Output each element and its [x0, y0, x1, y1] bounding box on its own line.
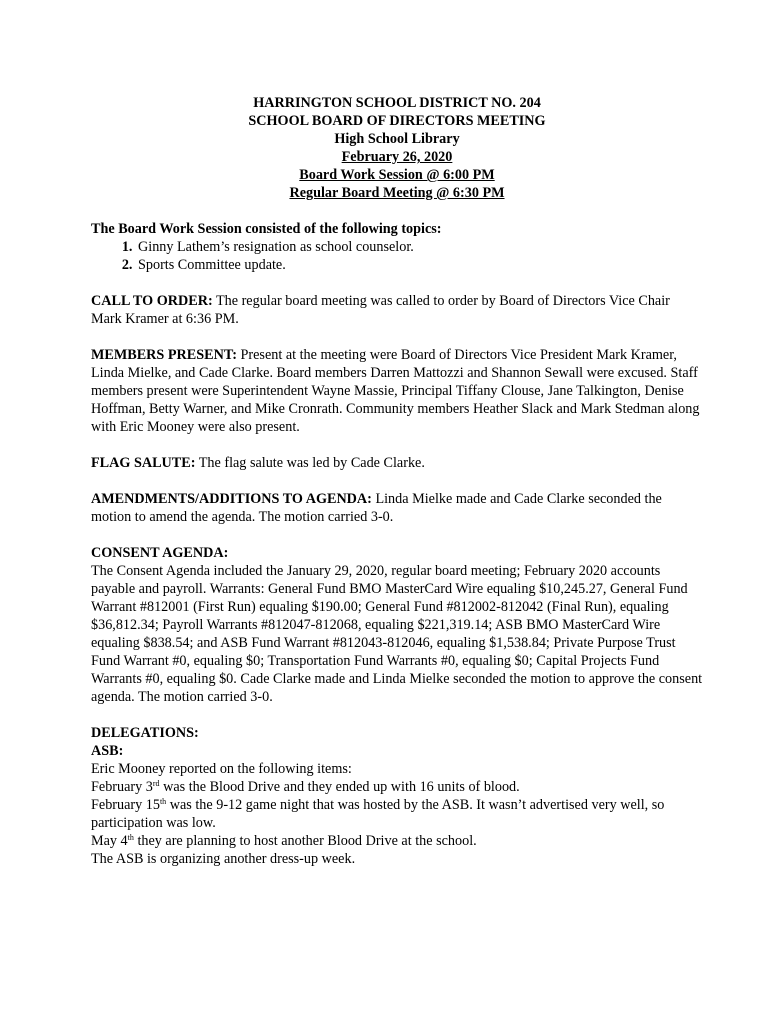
regular-meeting-time: Regular Board Meeting @ 6:30 PM: [289, 185, 505, 201]
document-header: [91, 94, 703, 202]
delegation-item: February 3rd was the Blood Drive and they ended up with 16 units of blood.: [91, 779, 520, 795]
meeting-title: SCHOOL BOARD OF DIRECTORS MEETING: [248, 113, 546, 129]
amendments-label: AMENDMENTS/ADDITIONS TO AGENDA:: [91, 491, 372, 507]
asb-label: ASB:: [91, 743, 124, 759]
members-present-label: MEMBERS PRESENT:: [91, 347, 237, 363]
flag-salute-label: FLAG SALUTE:: [91, 455, 196, 471]
flag-salute-section: [91, 454, 703, 472]
list-item: 2. Sports Committee update.: [136, 256, 703, 274]
amendments-section: [91, 490, 703, 526]
work-session-time: Board Work Session @ 6:00 PM: [299, 167, 495, 183]
consent-agenda-text: The Consent Agenda included the January 29, 2020, regular board meeting; February 2020 accounts payable and payroll. Warrants: General Fund BMO MasterCard Wire equaling $10,245.27, General Fund Warrant #812001 (First Run) equaling $190.00; General Fund #812002-812042 (Final Run), equaling $36,812.34; Payroll Warrants #812047-812068, equaling $221,319.14; ASB BMO MasterCard Wire equaling $838.54; and ASB Fund Warrant #812043-812046, equaling $1,538.84; Private Purpose Trust Fund Warrant #0, equaling $0; Transportation Fund Warrants #0, equaling $0; Capital Projects Fund Warrants #0, equaling $0. Cade Clarke made and Linda Mielke seconded the motion to approve the consent agenda. The motion carried 3-0.: [91, 563, 703, 705]
delegations-intro: Eric Mooney reported on the following items:: [91, 761, 352, 777]
delegation-item: May 4th they are planning to host another Blood Drive at the school.: [91, 833, 477, 849]
work-session-section: [91, 220, 703, 274]
meeting-date: February 26, 2020: [341, 149, 453, 165]
amendments-text: Linda Mielke made and Cade Clarke seconded the motion to amend the agenda. The motion carried 3-0.: [91, 491, 662, 525]
call-to-order-label: CALL TO ORDER:: [91, 293, 213, 309]
district-name: HARRINGTON SCHOOL DISTRICT NO. 204: [253, 95, 541, 111]
delegation-item: The ASB is organizing another dress-up week.: [91, 851, 356, 867]
work-session-heading: The Board Work Session consisted of the following topics:: [91, 221, 442, 237]
minutes-page: [91, 94, 703, 868]
list-item: 1. Ginny Lathem’s resignation as school counselor.: [136, 238, 703, 256]
members-present-text: Present at the meeting were Board of Directors Vice President Mark Kramer, Linda Mielke, and Cade Clarke. Board members Darren Mattozzi and Shannon Sewall were excused. Staff members present were Superintendent Wayne Massie, Principal Tiffany Clouse, Jane Talkington, Denise Hoffman, Betty Warner, and Mike Cronrath. Community members Heather Slack and Mark Stedman along with Eric Mooney were also present.: [91, 347, 700, 435]
call-to-order-section: [91, 292, 703, 328]
delegations-label: DELEGATIONS:: [91, 725, 199, 741]
consent-agenda-section: [91, 544, 703, 706]
call-to-order-text: The regular board meeting was called to order by Board of Directors Vice Chair Mark Kramer at 6:36 PM.: [91, 293, 670, 327]
delegations-section: [91, 724, 703, 868]
members-present-section: [91, 346, 703, 436]
consent-agenda-label: CONSENT AGENDA:: [91, 545, 229, 561]
delegation-item: February 15th was the 9-12 game night that was hosted by the ASB. It wasn’t advertised very well, so participation was low.: [91, 797, 665, 831]
flag-salute-text: The flag salute was led by Cade Clarke.: [195, 455, 425, 471]
meeting-location: High School Library: [334, 131, 460, 147]
work-session-topics: [91, 238, 703, 274]
